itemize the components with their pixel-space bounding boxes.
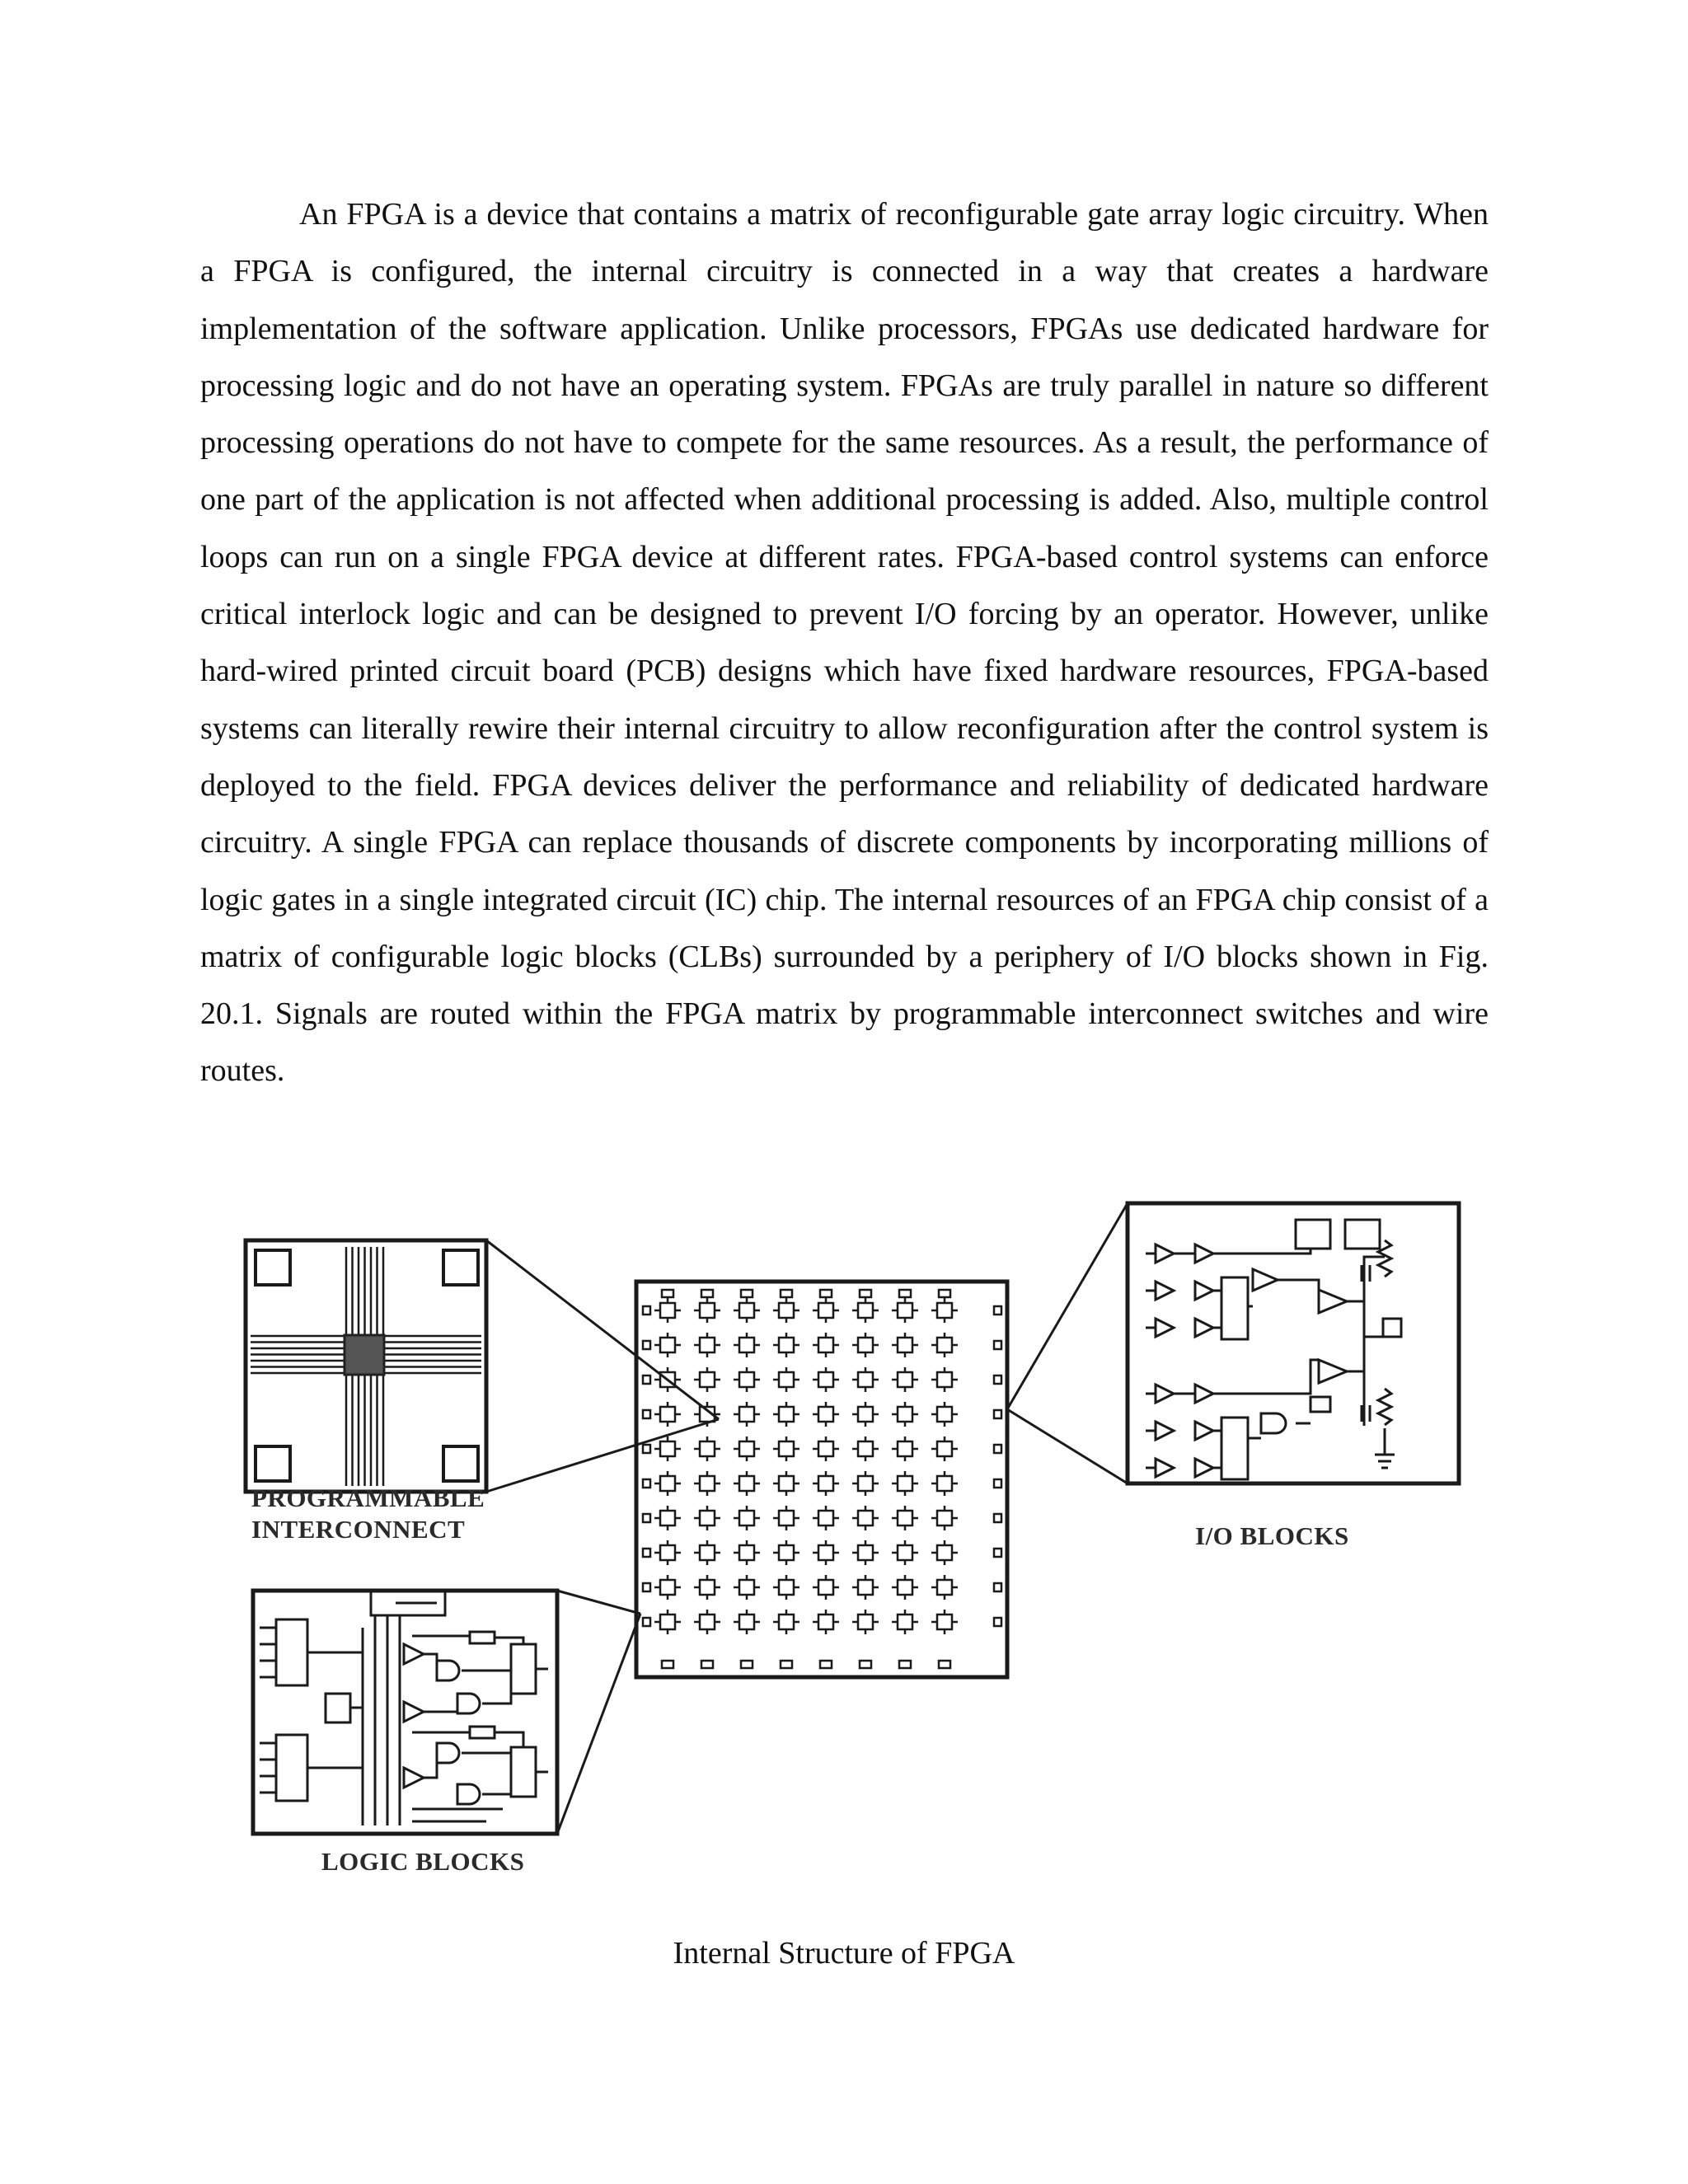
body-paragraph: An FPGA is a device that contains a matrix of reconfigurable gate array logic circuitry. When a FPGA is configured, the internal circuitry is connected in a way that creates a hardware implementation of the software application. Unlike processors, FPGAs use dedicated hardware for processing logic and do not have an operating system. FPGAs are truly parallel in nature so different processing operations do not have to compete for the same resources. As a result, the performance of one part of the application is not affected when additional processing is added. Also, multiple control loops can run on a single FPGA device at different rates. FPGA-based control systems can enforce critical interlock logic and can be designed to prevent I/O forcing by an operator. However, unlike hard-wired printed circuit board (PCB) designs which have fixed hardware resources, FPGA-based systems can literally rewire their internal circuitry to allow reconfiguration after the control system is deployed to the field. FPGA devices deliver the performance and reliability of dedicated hardware circuitry. A single FPGA can replace thousands of discrete components by incorporating millions of logic gates in a single integrated circuit (IC) chip. The internal resources of an FPGA chip consist of a matrix of configurable logic blocks (CLBs) surrounded by a periphery of I/O blocks shown in Fig. 20.1. Signals are routed within the FPGA matrix by programmable interconnect switches and wire routes. xyxy=(200,197,1489,1089)
io-blocks-label: I/O BLOCKS xyxy=(1195,1521,1349,1550)
fpga-chip xyxy=(636,1282,1007,1677)
logic-blocks-box xyxy=(253,1591,557,1834)
interconnect-box xyxy=(246,1240,486,1492)
interconnect-label-line1: PROGRAMMABLE xyxy=(251,1483,485,1512)
fpga-structure-figure xyxy=(239,1199,1467,1883)
interconnect-label xyxy=(251,1483,485,1545)
interconnect-label-line2: INTERCONNECT xyxy=(251,1515,466,1544)
io-callout xyxy=(1007,1203,1128,1483)
logic-callout xyxy=(557,1591,640,1834)
interconnect-callout xyxy=(486,1240,719,1492)
figure-caption: Internal Structure of FPGA xyxy=(673,1936,1015,1971)
io-blocks-box xyxy=(1128,1203,1459,1483)
logic-blocks-label: LOGIC BLOCKS xyxy=(321,1847,525,1876)
